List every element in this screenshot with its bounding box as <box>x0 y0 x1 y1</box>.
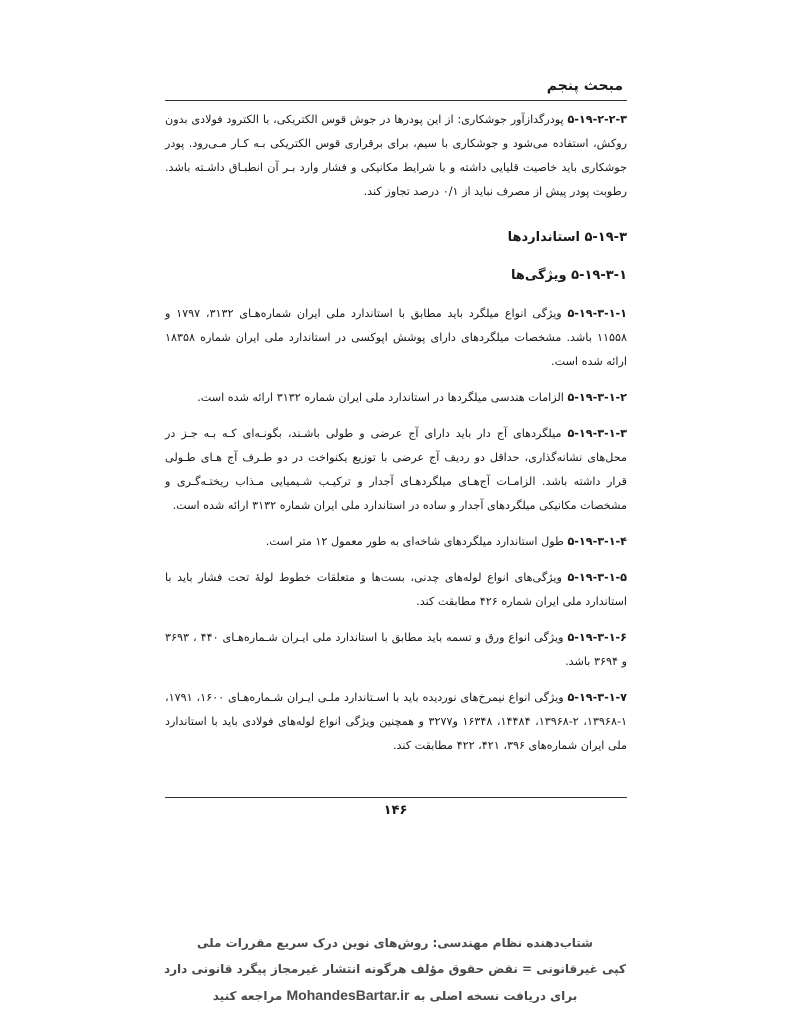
watermark-prefix: برای دریافت نسخه اصلی به <box>413 989 578 1003</box>
watermark-line-1: شتاب‌دهنده نظام مهندسی: روش‌های نوین درک سریع مقررات ملی <box>197 936 593 950</box>
clause-text: طول استاندارد میلگردهای شاخه‌ای به طور معمول ۱۲ متر است. <box>265 535 564 548</box>
clause-5-19-3-1-7 <box>165 686 627 758</box>
clause-text: ویژگی انواع نیمرخ‌های نوردیده باید با اسـتاندارد ملـی ایـران شـماره‌هـای ۱۶۰۰، ۱۷۹۱، ۱-۱۳۹۶۸، ۲-۱۳۹۶۸، ۱۴۴۸۴، ۱۶۳۴۸ و۳۲۷۷ و همچنین ویژگی انواع لوله‌های فولادی باید با استاندارد ملی ایران شماره‌های ۳۹۶، ۴۲۱، ۴۲۲ مطابقت کند. <box>165 691 628 752</box>
clause-number: ۵-۱۹-۳-۱-۶ <box>567 631 627 644</box>
section-heading-standards: ۵-۱۹-۳ استانداردها <box>507 230 627 245</box>
watermark-line-2: کپی غیرقانونی = نقض حقوق مؤلف هرگونه انتشار غیرمجاز پیگرد قانونی دارد <box>163 962 627 976</box>
clause-number: ۵-۱۹-۳-۱-۱ <box>567 307 627 320</box>
clause-5-19-3-1-4 <box>165 530 627 554</box>
chapter-title: مبحث پنجم <box>546 78 623 94</box>
header-divider <box>165 100 627 101</box>
clause-number: ۵-۱۹-۳-۱-۴ <box>567 535 627 548</box>
clause-5-19-3-1-6 <box>165 626 627 674</box>
page-number: ۱۴۶ <box>383 803 408 818</box>
clause-number: ۵-۱۹-۳-۱-۵ <box>567 571 627 584</box>
clause-5-19-3-1-3 <box>165 422 627 518</box>
clause-number: ۵-۱۹-۳-۱-۷ <box>567 691 628 704</box>
footer-divider <box>165 797 627 798</box>
clause-text: ویژگی‌های انواع لوله‌های چدنی، بست‌ها و متعلقات خطوط لولهٔ تحت فشار باید با استاندارد ملی ایران شماره ۴۲۶ مطابقت کند. <box>165 571 627 608</box>
clause-number: ۵-۱۹-۳-۱-۳ <box>567 427 627 440</box>
clause-text: ویژگی انواع میلگرد باید مطابق با استاندارد ملی ایران شماره‌هـای ۳۱۳۲، ۱۷۹۷ و ۱۱۵۵۸ باشد. مشخصات میلگردهای دارای پوشش اپوکسی در استاندارد ملی ایران شماره ۱۸۳۵۸ ارائه شده است. <box>165 307 627 368</box>
page-content <box>165 108 627 770</box>
watermark-site-link[interactable]: MohandesBartar.ir <box>286 987 410 1003</box>
clause-5-19-3-1-5 <box>165 566 627 614</box>
watermark-line-3 <box>150 982 640 1009</box>
watermark-suffix: مراجعه کنید <box>212 989 283 1003</box>
clause-text: پودرگدازآور جوشکاری: از این پودرها در جوش قوس الکتریکی، با الکترود فولادی بدون روکش، استفاده می‌شود و جوشکاری با سیم، برای برقراری قوس الکتریکی بـه کـار مـی‌رود. پودر جوشکاری باید خاصیت قلیایی داشته و با شرایط مکانیکی و فشار وارد بـر آن انطبـاق داشـته باشد. رطوبت پودر پیش از مصرف نباید از ۰/۱ درصد تجاوز کند. <box>165 113 627 198</box>
clause-text: ویژگی انواع ورق و تسمه باید مطابق با استاندارد ملی ایـران شـماره‌هـای ۴۴۰ ، ۳۶۹۳ و ۳۶۹۴ باشد. <box>165 631 627 668</box>
clause-text: میلگردهای آج دار باید دارای آج عرضی و طولی باشـند، بگونـه‌ای کـه بـه جـز در محل‌های نشانه‌گذاری، حداقل دو ردیف آج عرضی با توزیع یکنواخت در دو طـرف آج هـای طـولی قرار داشته باشد. الزامـات آج‌هـای میلگردهـای آجدار و ترکیـب شـیمیایی مـذاب ریختـه‌گـری و مشخصات مکانیکی میلگردهای آجدار و ساده در استاندارد ملی ایران شماره ۳۱۳۲ ارائه شده است. <box>165 427 627 512</box>
clause-number: ۵-۱۹-۳-۱-۲ <box>567 391 627 404</box>
clause-number: ۵-۱۹-۲-۲-۳ <box>567 113 627 126</box>
clause-5-19-3-1-2 <box>165 386 627 410</box>
paragraph-5-19-2-2-3 <box>165 108 627 204</box>
clause-text: الزامات هندسی میلگردها در استاندارد ملی ایران شماره ۳۱۳۲ ارائه شده است. <box>197 391 564 404</box>
subsection-heading-specifications: ۵-۱۹-۳-۱ ویژگی‌ها <box>510 268 627 283</box>
clause-5-19-3-1-1 <box>165 302 627 374</box>
watermark <box>150 930 640 1009</box>
